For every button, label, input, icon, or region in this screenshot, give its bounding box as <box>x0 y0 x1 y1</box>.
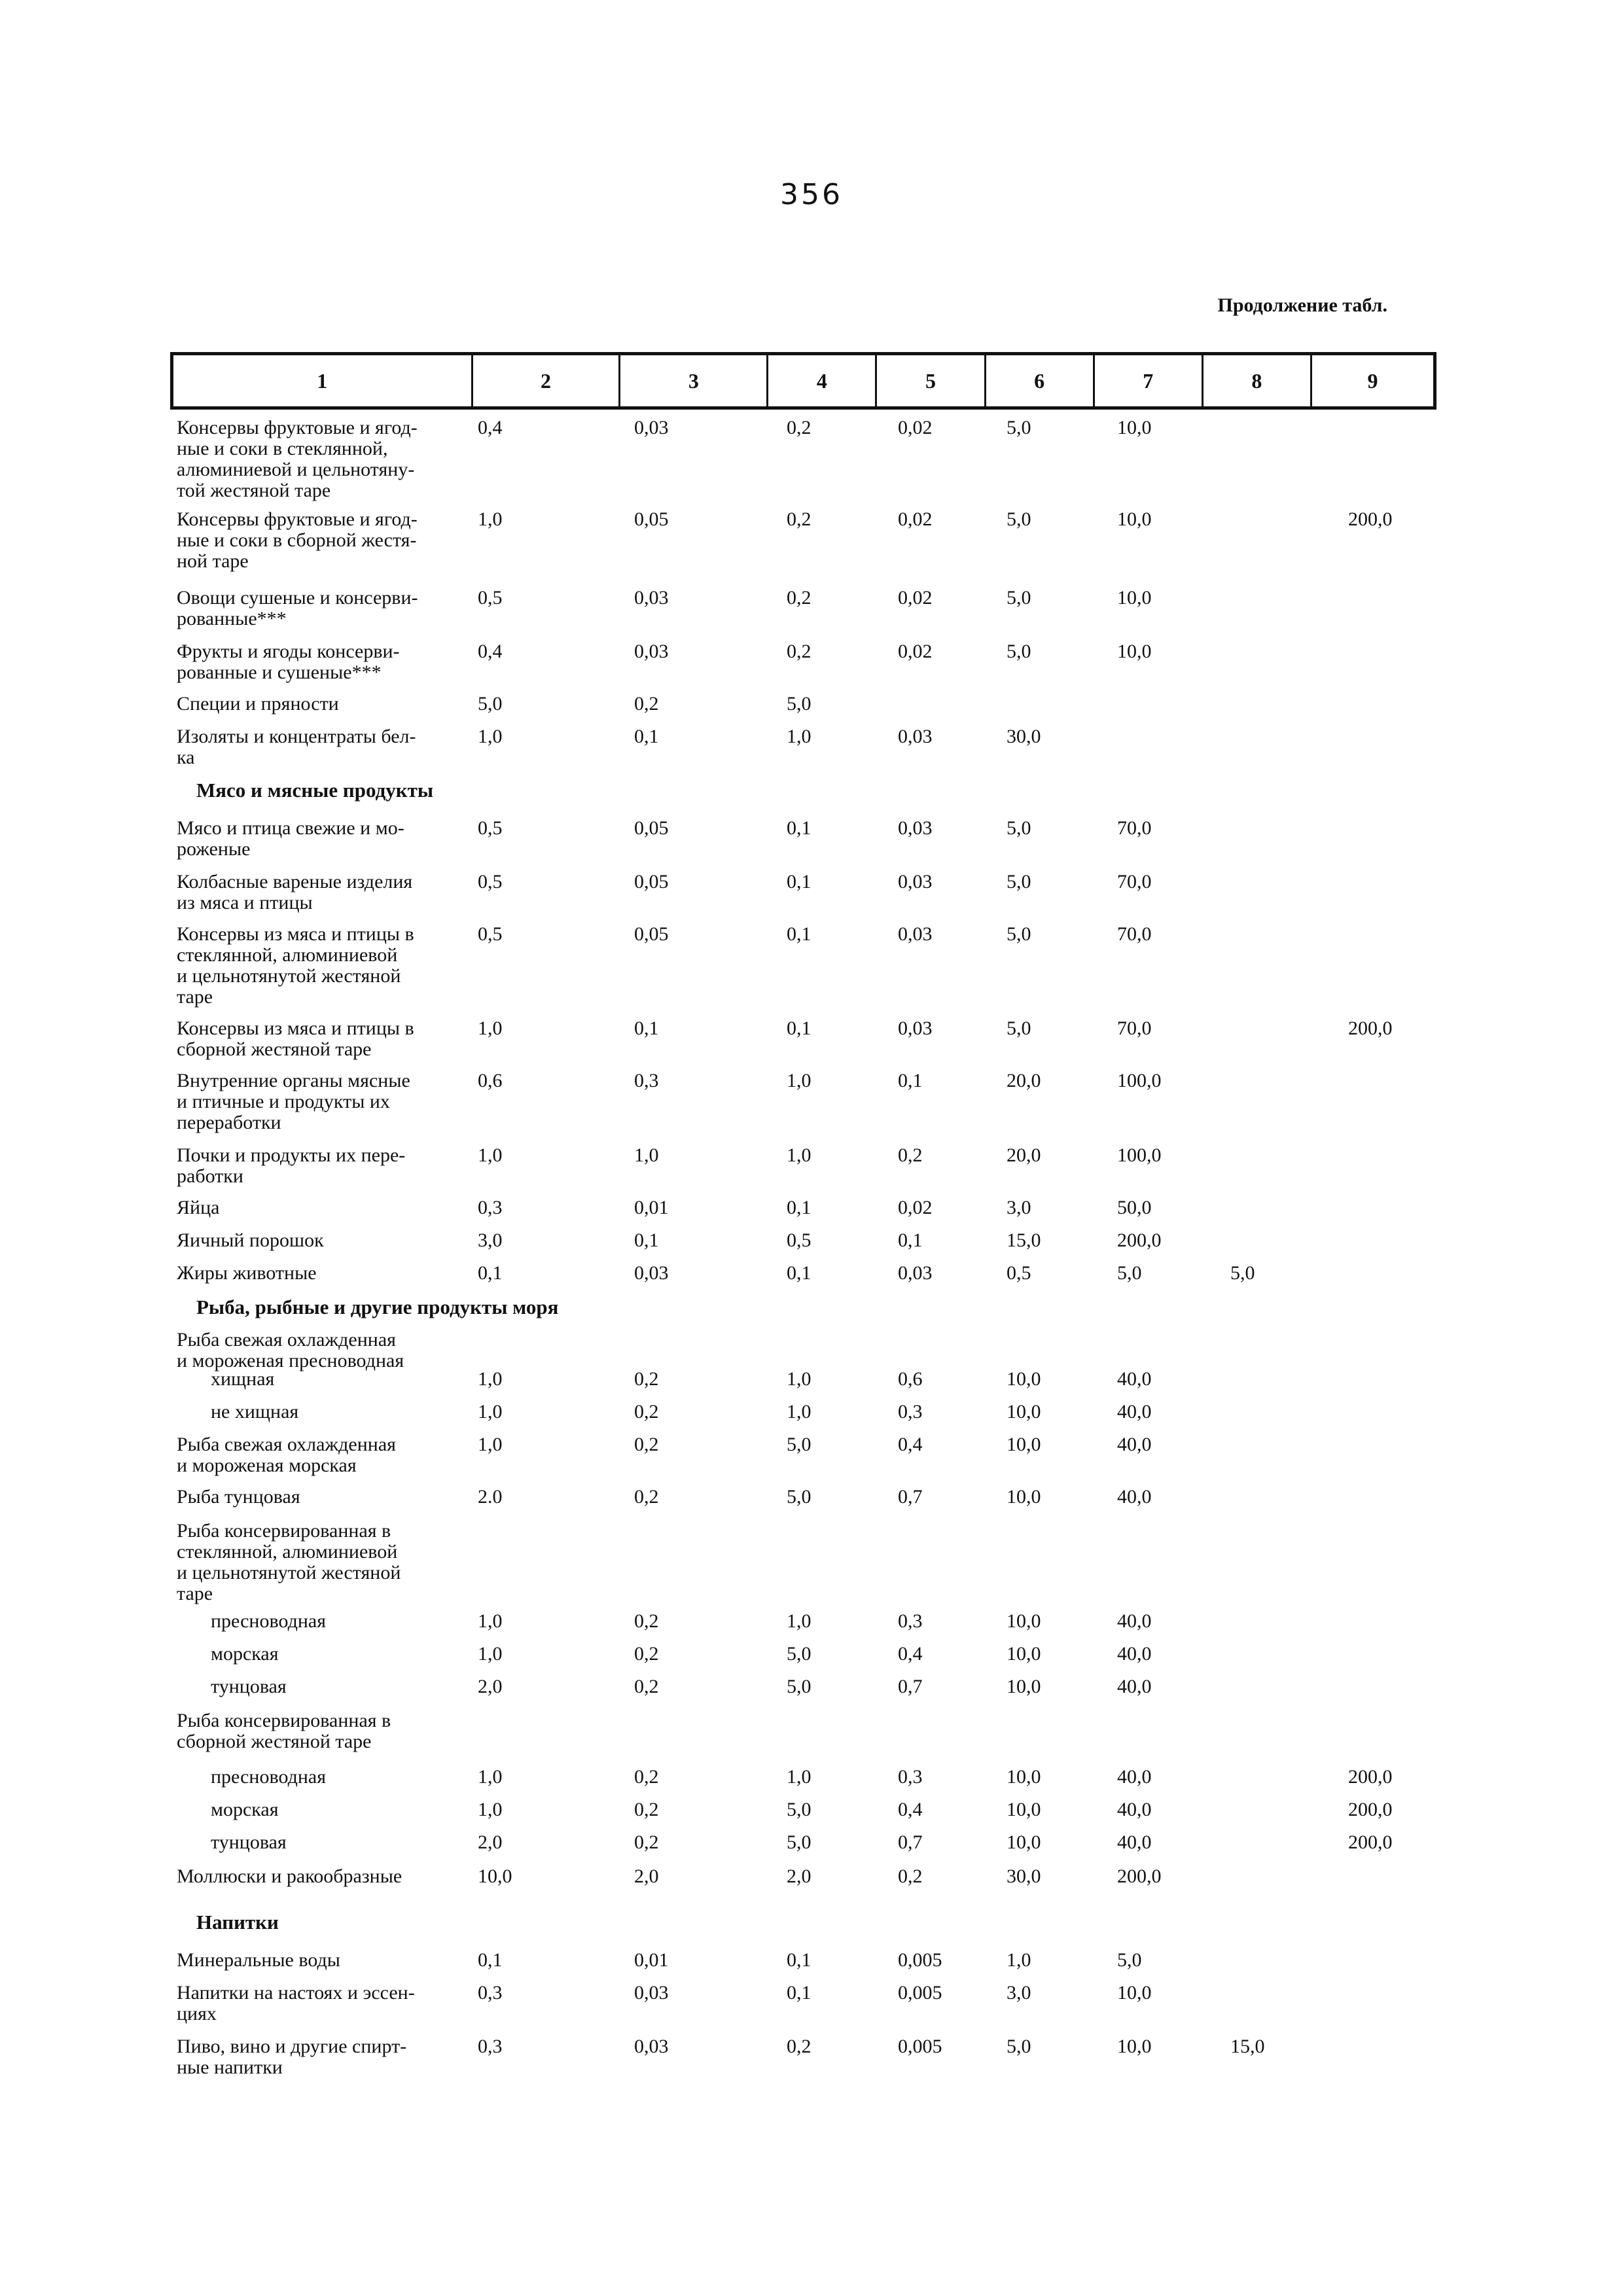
value-cell-col-4: 5,0 <box>787 1831 812 1853</box>
value-cell-col-6: 5,0 <box>1007 417 1031 438</box>
value-cell-col-5: 0,3 <box>898 1610 923 1632</box>
value-cell-col-4: 0,2 <box>787 417 812 438</box>
product-name-cell: Внутренние органы мясные и птичные и продукты их переработки <box>177 1070 410 1133</box>
value-cell-col-5: 0,4 <box>898 1799 923 1820</box>
value-cell-col-6: 10,0 <box>1007 1434 1041 1455</box>
value-cell-col-2: 2,0 <box>478 1676 503 1697</box>
value-cell-col-3: 0,01 <box>634 1197 669 1218</box>
value-cell-col-6: 5,0 <box>1007 1017 1031 1039</box>
value-cell-col-7: 10,0 <box>1117 1982 1152 2004</box>
value-cell-col-4: 1,0 <box>787 1401 812 1422</box>
value-cell-col-6: 5,0 <box>1007 2036 1031 2057</box>
value-cell-col-6: 5,0 <box>1007 508 1031 530</box>
value-cell-col-3: 0,03 <box>634 417 669 438</box>
value-cell-col-5: 0,6 <box>898 1368 923 1390</box>
value-cell-col-2: 1,0 <box>478 1401 503 1422</box>
value-cell-col-7: 40,0 <box>1117 1831 1152 1853</box>
value-cell-col-3: 0,1 <box>634 1229 659 1251</box>
value-cell-col-5: 0,4 <box>898 1643 923 1665</box>
value-cell-col-4: 0,2 <box>787 587 812 609</box>
value-cell-col-6: 5,0 <box>1007 587 1031 609</box>
product-name-cell: Рыба консервированная в стеклянной, алюминиевой и цельнотянутой жестяной таре <box>177 1520 401 1604</box>
value-cell-col-4: 5,0 <box>787 1434 812 1455</box>
section-heading: Напитки <box>196 1911 279 1934</box>
product-name-cell: Минеральные воды <box>177 1949 340 1971</box>
value-cell-col-6: 5,0 <box>1007 923 1031 945</box>
value-cell-col-6: 10,0 <box>1007 1401 1041 1422</box>
value-cell-col-7: 10,0 <box>1117 2036 1152 2057</box>
value-cell-col-7: 40,0 <box>1117 1676 1152 1697</box>
product-name-cell: Почки и продукты их пере- работки <box>177 1144 406 1187</box>
value-cell-col-6: 10,0 <box>1007 1486 1041 1508</box>
value-cell-col-2: 1,0 <box>478 1017 503 1039</box>
value-cell-col-5: 0,1 <box>898 1229 923 1251</box>
value-cell-col-7: 40,0 <box>1117 1643 1152 1665</box>
value-cell-col-7: 10,0 <box>1117 508 1152 530</box>
value-cell-col-6: 10,0 <box>1007 1831 1041 1853</box>
value-cell-col-4: 1,0 <box>787 1766 812 1788</box>
value-cell-col-9: 200,0 <box>1348 1831 1393 1853</box>
value-cell-col-4: 0,1 <box>787 923 812 945</box>
value-cell-col-5: 0,03 <box>898 1262 933 1284</box>
value-cell-col-4: 0,1 <box>787 1949 812 1971</box>
value-cell-col-3: 0,05 <box>634 817 669 839</box>
value-cell-col-5: 0,02 <box>898 417 933 438</box>
product-name-cell: тунцовая <box>211 1676 287 1697</box>
value-cell-col-3: 0,2 <box>634 1831 659 1853</box>
value-cell-col-3: 0,03 <box>634 1262 669 1284</box>
value-cell-col-6: 5,0 <box>1007 871 1031 892</box>
value-cell-col-2: 0,4 <box>478 417 503 438</box>
value-cell-col-6: 10,0 <box>1007 1643 1041 1665</box>
value-cell-col-2: 1,0 <box>478 1368 503 1390</box>
value-cell-col-5: 0,3 <box>898 1766 923 1788</box>
value-cell-col-4: 1,0 <box>787 726 812 747</box>
product-name-cell: Моллюски и ракообразные <box>177 1865 402 1887</box>
value-cell-col-7: 70,0 <box>1117 871 1152 892</box>
value-cell-col-5: 0,2 <box>898 1144 923 1166</box>
product-name-cell: морская <box>211 1799 279 1820</box>
value-cell-col-4: 1,0 <box>787 1610 812 1632</box>
value-cell-col-7: 40,0 <box>1117 1766 1152 1788</box>
value-cell-col-7: 40,0 <box>1117 1401 1152 1422</box>
value-cell-col-7: 100,0 <box>1117 1070 1162 1091</box>
value-cell-col-6: 30,0 <box>1007 1865 1041 1887</box>
value-cell-col-5: 0,2 <box>898 1865 923 1887</box>
value-cell-col-2: 0,3 <box>478 1197 503 1218</box>
value-cell-col-3: 0,2 <box>634 1610 659 1632</box>
value-cell-col-4: 0,2 <box>787 2036 812 2057</box>
value-cell-col-4: 0,5 <box>787 1229 812 1251</box>
value-cell-col-9: 200,0 <box>1348 1766 1393 1788</box>
product-name-cell: Фрукты и ягоды консерви- рованные и сушеные*** <box>177 641 400 683</box>
value-cell-col-4: 1,0 <box>787 1070 812 1091</box>
value-cell-col-7: 40,0 <box>1117 1368 1152 1390</box>
product-name-cell: Консервы из мяса и птицы в стеклянной, алюминиевой и цельнотянутой жестяной таре <box>177 923 414 1008</box>
value-cell-col-3: 0,2 <box>634 693 659 715</box>
value-cell-col-2: 0,5 <box>478 871 503 892</box>
value-cell-col-2: 5,0 <box>478 693 503 715</box>
value-cell-col-4: 0,1 <box>787 1982 812 2004</box>
value-cell-col-9: 200,0 <box>1348 1017 1393 1039</box>
product-name-cell: Рыба свежая охлажденная и мороженая пресноводная <box>177 1329 404 1371</box>
value-cell-col-2: 3,0 <box>478 1229 503 1251</box>
value-cell-col-2: 1,0 <box>478 1434 503 1455</box>
column-header-1: 1 <box>173 355 473 406</box>
value-cell-col-5: 0,02 <box>898 1197 933 1218</box>
value-cell-col-6: 10,0 <box>1007 1610 1041 1632</box>
value-cell-col-7: 40,0 <box>1117 1799 1152 1820</box>
value-cell-col-8: 5,0 <box>1230 1262 1255 1284</box>
value-cell-col-6: 5,0 <box>1007 817 1031 839</box>
value-cell-col-3: 1,0 <box>634 1144 659 1166</box>
product-name-cell: Колбасные вареные изделия из мяса и птицы <box>177 871 413 913</box>
product-name-cell: Рыба свежая охлажденная и мороженая морская <box>177 1434 396 1476</box>
value-cell-col-3: 0,2 <box>634 1766 659 1788</box>
value-cell-col-5: 0,03 <box>898 726 933 747</box>
value-cell-col-3: 0,2 <box>634 1676 659 1697</box>
column-header-3: 3 <box>620 355 768 406</box>
value-cell-col-7: 5,0 <box>1117 1262 1142 1284</box>
page-number: 356 <box>780 178 843 211</box>
value-cell-col-7: 10,0 <box>1117 587 1152 609</box>
value-cell-col-2: 1,0 <box>478 1643 503 1665</box>
value-cell-col-3: 0,2 <box>634 1799 659 1820</box>
value-cell-col-6: 10,0 <box>1007 1368 1041 1390</box>
value-cell-col-3: 0,03 <box>634 587 669 609</box>
value-cell-col-6: 0,5 <box>1007 1262 1031 1284</box>
value-cell-col-3: 2,0 <box>634 1865 659 1887</box>
value-cell-col-5: 0,7 <box>898 1486 923 1508</box>
value-cell-col-3: 0,2 <box>634 1643 659 1665</box>
table-continuation-label: Продолжение табл. <box>1217 294 1387 316</box>
value-cell-col-6: 20,0 <box>1007 1144 1041 1166</box>
value-cell-col-4: 0,1 <box>787 1262 812 1284</box>
product-name-cell: хищная <box>211 1368 275 1390</box>
column-header-6: 6 <box>986 355 1095 406</box>
value-cell-col-2: 1,0 <box>478 508 503 530</box>
value-cell-col-7: 40,0 <box>1117 1486 1152 1508</box>
value-cell-col-2: 1,0 <box>478 1766 503 1788</box>
product-name-cell: Пиво, вино и другие спирт- ные напитки <box>177 2036 407 2078</box>
value-cell-col-5: 0,7 <box>898 1831 923 1853</box>
column-header-7: 7 <box>1095 355 1204 406</box>
value-cell-col-2: 0,1 <box>478 1949 503 1971</box>
value-cell-col-4: 0,1 <box>787 871 812 892</box>
value-cell-col-2: 1,0 <box>478 1144 503 1166</box>
value-cell-col-3: 0,3 <box>634 1070 659 1091</box>
value-cell-col-5: 0,03 <box>898 817 933 839</box>
value-cell-col-7: 200,0 <box>1117 1865 1162 1887</box>
value-cell-col-7: 5,0 <box>1117 1949 1142 1971</box>
value-cell-col-4: 5,0 <box>787 1676 812 1697</box>
value-cell-col-5: 0,02 <box>898 587 933 609</box>
value-cell-col-5: 0,005 <box>898 1982 942 2004</box>
value-cell-col-7: 40,0 <box>1117 1434 1152 1455</box>
value-cell-col-6: 5,0 <box>1007 641 1031 662</box>
value-cell-col-2: 2,0 <box>478 1831 503 1853</box>
value-cell-col-6: 30,0 <box>1007 726 1041 747</box>
value-cell-col-3: 0,05 <box>634 508 669 530</box>
value-cell-col-5: 0,03 <box>898 871 933 892</box>
value-cell-col-2: 0,6 <box>478 1070 503 1091</box>
value-cell-col-7: 50,0 <box>1117 1197 1152 1218</box>
value-cell-col-2: 1,0 <box>478 726 503 747</box>
value-cell-col-8: 15,0 <box>1230 2036 1265 2057</box>
column-header-8: 8 <box>1204 355 1312 406</box>
product-name-cell: Изоляты и концентраты бел- ка <box>177 726 416 768</box>
value-cell-col-3: 0,03 <box>634 641 669 662</box>
value-cell-col-5: 0,005 <box>898 2036 942 2057</box>
value-cell-col-3: 0,05 <box>634 923 669 945</box>
value-cell-col-7: 200,0 <box>1117 1229 1162 1251</box>
value-cell-col-3: 0,2 <box>634 1486 659 1508</box>
value-cell-col-7: 40,0 <box>1117 1610 1152 1632</box>
section-heading: Рыба, рыбные и другие продукты моря <box>196 1296 559 1318</box>
product-name-cell: Консервы фруктовые и ягод- ные и соки в сборной жестя- ной таре <box>177 508 418 572</box>
value-cell-col-6: 20,0 <box>1007 1070 1041 1091</box>
value-cell-col-5: 0,005 <box>898 1949 942 1971</box>
value-cell-col-2: 0,5 <box>478 587 503 609</box>
column-header-9: 9 <box>1367 368 1378 393</box>
value-cell-col-6: 3,0 <box>1007 1982 1031 2004</box>
product-name-cell: Специи и пряности <box>177 693 339 715</box>
column-header-5: 5 <box>877 355 986 406</box>
product-name-cell: тунцовая <box>211 1831 287 1853</box>
product-name-cell: Мясо и птица свежие и мо- роженые <box>177 817 404 860</box>
product-name-cell: Консервы фруктовые и ягод- ные и соки в стеклянной, алюминиевой и цельнотяну- той жестяной таре <box>177 417 418 501</box>
value-cell-col-2: 0,3 <box>478 1982 503 2004</box>
value-cell-col-2: 1,0 <box>478 1799 503 1820</box>
product-name-cell: Напитки на настоях и эссен- циях <box>177 1982 415 2024</box>
value-cell-col-4: 0,1 <box>787 1197 812 1218</box>
value-cell-col-3: 0,1 <box>634 1017 659 1039</box>
value-cell-col-5: 0,3 <box>898 1401 923 1422</box>
value-cell-col-5: 0,1 <box>898 1070 923 1091</box>
product-name-cell: пресноводная <box>211 1766 327 1788</box>
value-cell-col-2: 10,0 <box>478 1865 512 1887</box>
value-cell-col-9: 200,0 <box>1348 508 1393 530</box>
value-cell-col-5: 0,02 <box>898 508 933 530</box>
value-cell-col-2: 0,4 <box>478 641 503 662</box>
product-name-cell: Консервы из мяса и птицы в сборной жестяной таре <box>177 1017 414 1060</box>
product-name-cell: пресноводная <box>211 1610 327 1632</box>
value-cell-col-7: 70,0 <box>1117 923 1152 945</box>
value-cell-col-6: 3,0 <box>1007 1197 1031 1218</box>
value-cell-col-5: 0,02 <box>898 641 933 662</box>
value-cell-col-6: 1,0 <box>1007 1949 1031 1971</box>
value-cell-col-3: 0,1 <box>634 726 659 747</box>
value-cell-col-2: 0,1 <box>478 1262 503 1284</box>
product-name-cell: Жиры животные <box>177 1262 317 1284</box>
product-name-cell: Овощи сушеные и консерви- рованные*** <box>177 587 418 629</box>
value-cell-col-4: 1,0 <box>787 1144 812 1166</box>
value-cell-col-2: 0,5 <box>478 923 503 945</box>
value-cell-col-4: 0,1 <box>787 817 812 839</box>
value-cell-col-3: 0,03 <box>634 2036 669 2057</box>
value-cell-col-2: 0,3 <box>478 2036 503 2057</box>
value-cell-col-2: 0,5 <box>478 817 503 839</box>
value-cell-col-7: 10,0 <box>1117 641 1152 662</box>
value-cell-col-3: 0,2 <box>634 1401 659 1422</box>
table-header <box>170 352 1436 410</box>
value-cell-col-4: 0,2 <box>787 641 812 662</box>
value-cell-col-9: 200,0 <box>1348 1799 1393 1820</box>
value-cell-col-7: 100,0 <box>1117 1144 1162 1166</box>
column-header-4: 4 <box>768 355 877 406</box>
value-cell-col-2: 2.0 <box>478 1486 503 1508</box>
value-cell-col-4: 5,0 <box>787 1643 812 1665</box>
column-header-2: 2 <box>473 355 621 406</box>
value-cell-col-3: 0,2 <box>634 1368 659 1390</box>
value-cell-col-7: 70,0 <box>1117 817 1152 839</box>
value-cell-col-4: 2,0 <box>787 1865 812 1887</box>
value-cell-col-6: 15,0 <box>1007 1229 1041 1251</box>
value-cell-col-4: 0,1 <box>787 1017 812 1039</box>
value-cell-col-5: 0,4 <box>898 1434 923 1455</box>
section-heading: Мясо и мясные продукты <box>196 779 434 802</box>
value-cell-col-7: 70,0 <box>1117 1017 1152 1039</box>
value-cell-col-5: 0,03 <box>898 923 933 945</box>
value-cell-col-3: 0,2 <box>634 1434 659 1455</box>
value-cell-col-3: 0,03 <box>634 1982 669 2004</box>
value-cell-col-3: 0,01 <box>634 1949 669 1971</box>
product-name-cell: Рыба тунцовая <box>177 1486 300 1508</box>
value-cell-col-5: 0,7 <box>898 1676 923 1697</box>
value-cell-col-4: 0,2 <box>787 508 812 530</box>
value-cell-col-4: 5,0 <box>787 693 812 715</box>
product-name-cell: Яичный порошок <box>177 1229 324 1251</box>
value-cell-col-3: 0,05 <box>634 871 669 892</box>
value-cell-col-6: 10,0 <box>1007 1799 1041 1820</box>
product-name-cell: Рыба консервированная в сборной жестяной таре <box>177 1710 391 1752</box>
value-cell-col-4: 5,0 <box>787 1799 812 1820</box>
product-name-cell: Яйца <box>177 1197 220 1218</box>
value-cell-col-7: 10,0 <box>1117 417 1152 438</box>
product-name-cell: не хищная <box>211 1401 299 1422</box>
value-cell-col-6: 10,0 <box>1007 1676 1041 1697</box>
value-cell-col-2: 1,0 <box>478 1610 503 1632</box>
value-cell-col-6: 10,0 <box>1007 1766 1041 1788</box>
value-cell-col-4: 5,0 <box>787 1486 812 1508</box>
value-cell-col-5: 0,03 <box>898 1017 933 1039</box>
value-cell-col-4: 1,0 <box>787 1368 812 1390</box>
product-name-cell: морская <box>211 1643 279 1665</box>
